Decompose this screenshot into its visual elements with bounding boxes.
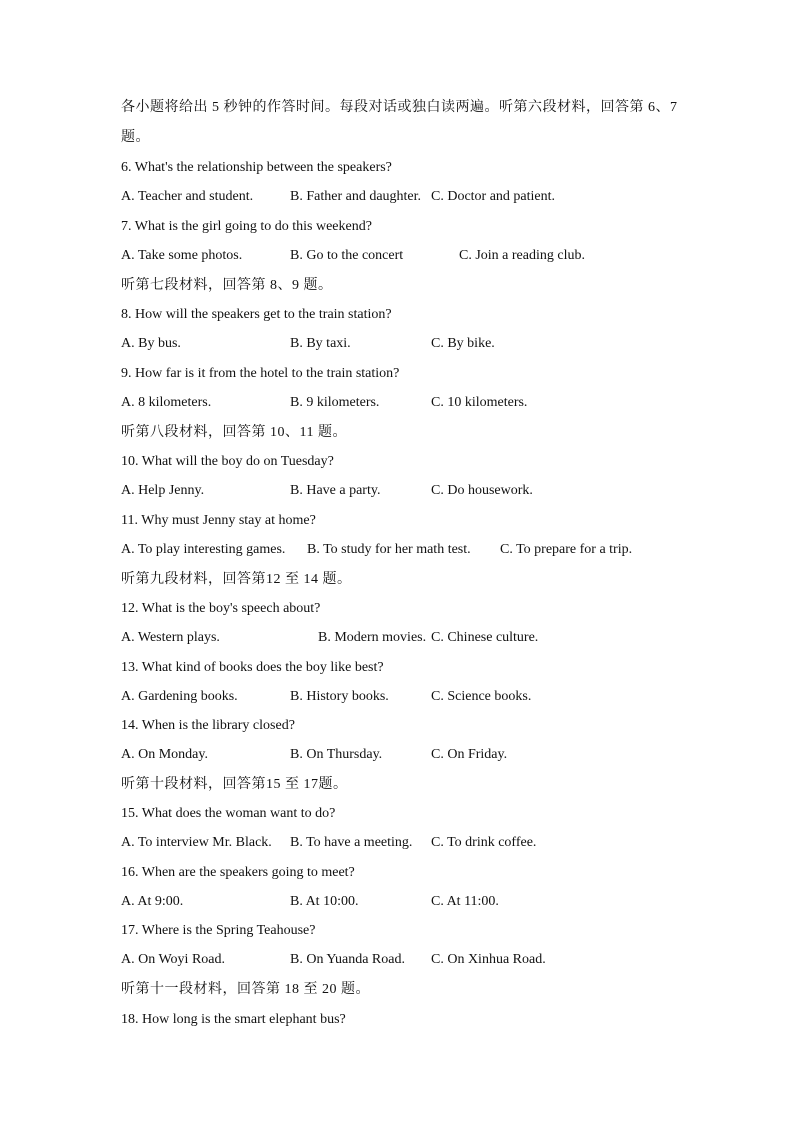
option-c: C. On Xinhua Road. — [431, 952, 546, 967]
option-a: A. Gardening books. — [121, 689, 238, 704]
option-b: B. On Yuanda Road. — [290, 952, 405, 967]
option-c: C. To prepare for a trip. — [500, 542, 633, 557]
question-14: 14. When is the library closed? — [121, 718, 295, 733]
option-b: B. On Thursday. — [290, 747, 383, 762]
option-b: B. To have a meeting. — [290, 835, 413, 850]
option-c: C. 10 kilometers. — [431, 395, 528, 410]
option-a: A. Teacher and student. — [121, 189, 254, 204]
question-6: 6. What's the relationship between the speakers? — [121, 160, 392, 175]
option-a: A. Help Jenny. — [121, 483, 205, 498]
option-c: C. By bike. — [431, 336, 495, 351]
option-c: C. Do housework. — [431, 483, 533, 498]
section-heading-11: 听第十一段材料，回答第 18 至 20 题。 — [121, 982, 370, 997]
option-a: A. Take some photos. — [121, 248, 243, 263]
option-c: C. To drink coffee. — [431, 835, 537, 850]
section-heading-8: 听第八段材料，回答第 10、11 题。 — [121, 425, 347, 440]
section-heading-10: 听第十段材料，回答第15 至 17题。 — [121, 777, 348, 792]
option-a: A. 8 kilometers. — [121, 395, 212, 410]
option-b: B. By taxi. — [290, 336, 351, 351]
question-8: 8. How will the speakers get to the train station? — [121, 307, 392, 322]
option-c: C. Join a reading club. — [459, 248, 585, 263]
option-b: B. History books. — [290, 689, 389, 704]
option-b: B. Father and daughter. — [290, 189, 422, 204]
option-b: B. At 10:00. — [290, 894, 359, 909]
question-17: 17. Where is the Spring Teahouse? — [121, 923, 316, 938]
question-13: 13. What kind of books does the boy like best? — [121, 660, 384, 675]
question-9: 9. How far is it from the hotel to the train station? — [121, 366, 400, 381]
option-a: A. On Monday. — [121, 747, 208, 762]
question-12: 12. What is the boy's speech about? — [121, 601, 321, 616]
option-b: B. Modern movies. — [318, 630, 427, 645]
option-a: A. At 9:00. — [121, 894, 184, 909]
section-heading-9: 听第九段材料，回答第12 至 14 题。 — [121, 572, 352, 587]
option-a: A. To play interesting games. — [121, 542, 286, 557]
option-b: B. Go to the concert — [290, 248, 404, 263]
option-b: B. 9 kilometers. — [290, 395, 380, 410]
option-a: A. On Woyi Road. — [121, 952, 226, 967]
option-b: B. Have a party. — [290, 483, 381, 498]
section-heading-7: 听第七段材料，回答第 8、9 题。 — [121, 278, 333, 293]
option-b: B. To study for her math test. — [307, 542, 471, 557]
option-c: C. At 11:00. — [431, 894, 499, 909]
instruction-line-2: 题。 — [121, 130, 150, 145]
option-a: A. By bus. — [121, 336, 181, 351]
question-16: 16. When are the speakers going to meet? — [121, 865, 355, 880]
option-c: C. Science books. — [431, 689, 532, 704]
option-c: C. On Friday. — [431, 747, 508, 762]
option-c: C. Doctor and patient. — [431, 189, 556, 204]
question-11: 11. Why must Jenny stay at home? — [121, 513, 316, 528]
option-a: A. Western plays. — [121, 630, 220, 645]
instruction-line-1: 各小题将给出 5 秒钟的作答时间。每段对话或独白读两遍。听第六段材料，回答第 6、7 — [121, 100, 678, 115]
question-15: 15. What does the woman want to do? — [121, 806, 336, 821]
question-7: 7. What is the girl going to do this weekend? — [121, 219, 372, 234]
question-10: 10. What will the boy do on Tuesday? — [121, 454, 334, 469]
option-a: A. To interview Mr. Black. — [121, 835, 272, 850]
question-18: 18. How long is the smart elephant bus? — [121, 1012, 346, 1027]
option-c: C. Chinese culture. — [431, 630, 539, 645]
